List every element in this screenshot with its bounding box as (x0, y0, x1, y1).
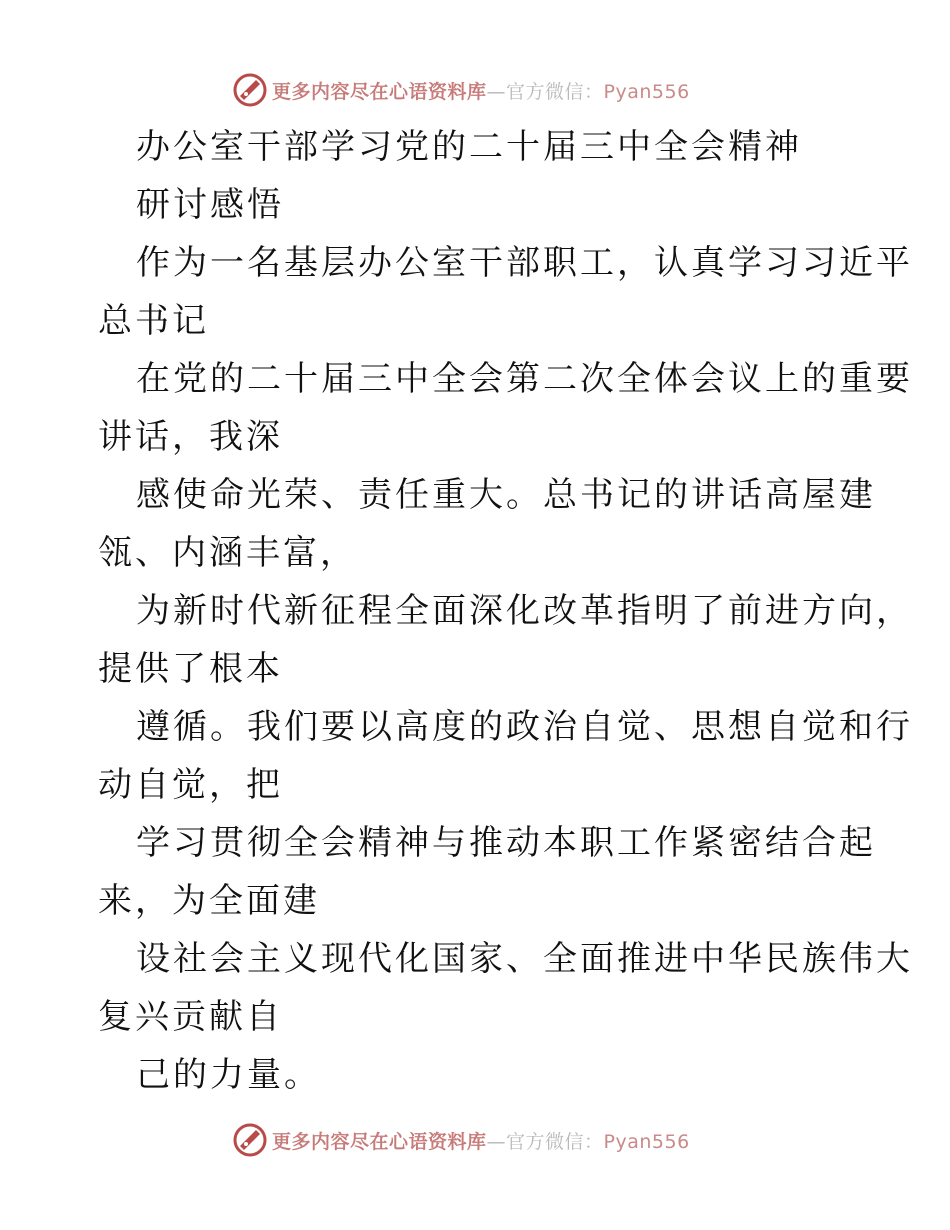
banner-site-name: 更多内容尽在心语资料库 (272, 80, 487, 103)
paragraph-line: 作为一名基层办公室干部职工，认真学习习近平 (136, 243, 913, 283)
paragraph-line: 瓴、内涵丰富， (98, 533, 357, 573)
document-title-line-2: 研讨感悟 (136, 185, 284, 225)
document-title-line-1: 办公室干部学习党的二十届三中全会精神 (136, 127, 802, 167)
paragraph-line: 来，为全面建 (98, 881, 320, 921)
banner-dash: — (486, 80, 507, 103)
paragraph-line: 动自觉，把 (98, 765, 283, 805)
paragraph-line: 讲话，我深 (98, 417, 283, 457)
banner-wechat-label: 官方微信： (506, 80, 604, 103)
document-body (98, 118, 913, 1104)
pen-nib-logo-icon (232, 1122, 268, 1158)
banner-wechat-id: Pyan556 (603, 80, 690, 103)
paragraph-line: 遵循。我们要以高度的政治自觉、思想自觉和行 (136, 707, 913, 747)
paragraph-line: 为新时代新征程全面深化改革指明了前进方向， (136, 591, 913, 631)
banner-site-name: 更多内容尽在心语资料库 (272, 1130, 487, 1153)
paragraph-line: 在党的二十届三中全会第二次全体会议上的重要 (136, 359, 913, 399)
paragraph-line: 复兴贡献自 (98, 997, 283, 1037)
paragraph-line: 感使命光荣、责任重大。总书记的讲话高屋建 (136, 475, 876, 515)
paragraph-line: 学习贯彻全会精神与推动本职工作紧密结合起 (136, 823, 876, 863)
paragraph-line: 总书记 (98, 301, 209, 341)
paragraph-line: 己的力量。 (136, 1055, 321, 1095)
banner-dash: — (486, 1130, 507, 1153)
banner-wechat-id: Pyan556 (603, 1130, 690, 1153)
pen-nib-logo-icon (232, 72, 268, 108)
paragraph-line: 设社会主义现代化国家、全面推进中华民族伟大 (136, 939, 913, 979)
paragraph-line: 提供了根本 (98, 649, 283, 689)
banner-wechat-label: 官方微信： (506, 1130, 604, 1153)
footer-banner (0, 1120, 950, 1160)
header-banner (0, 70, 950, 110)
